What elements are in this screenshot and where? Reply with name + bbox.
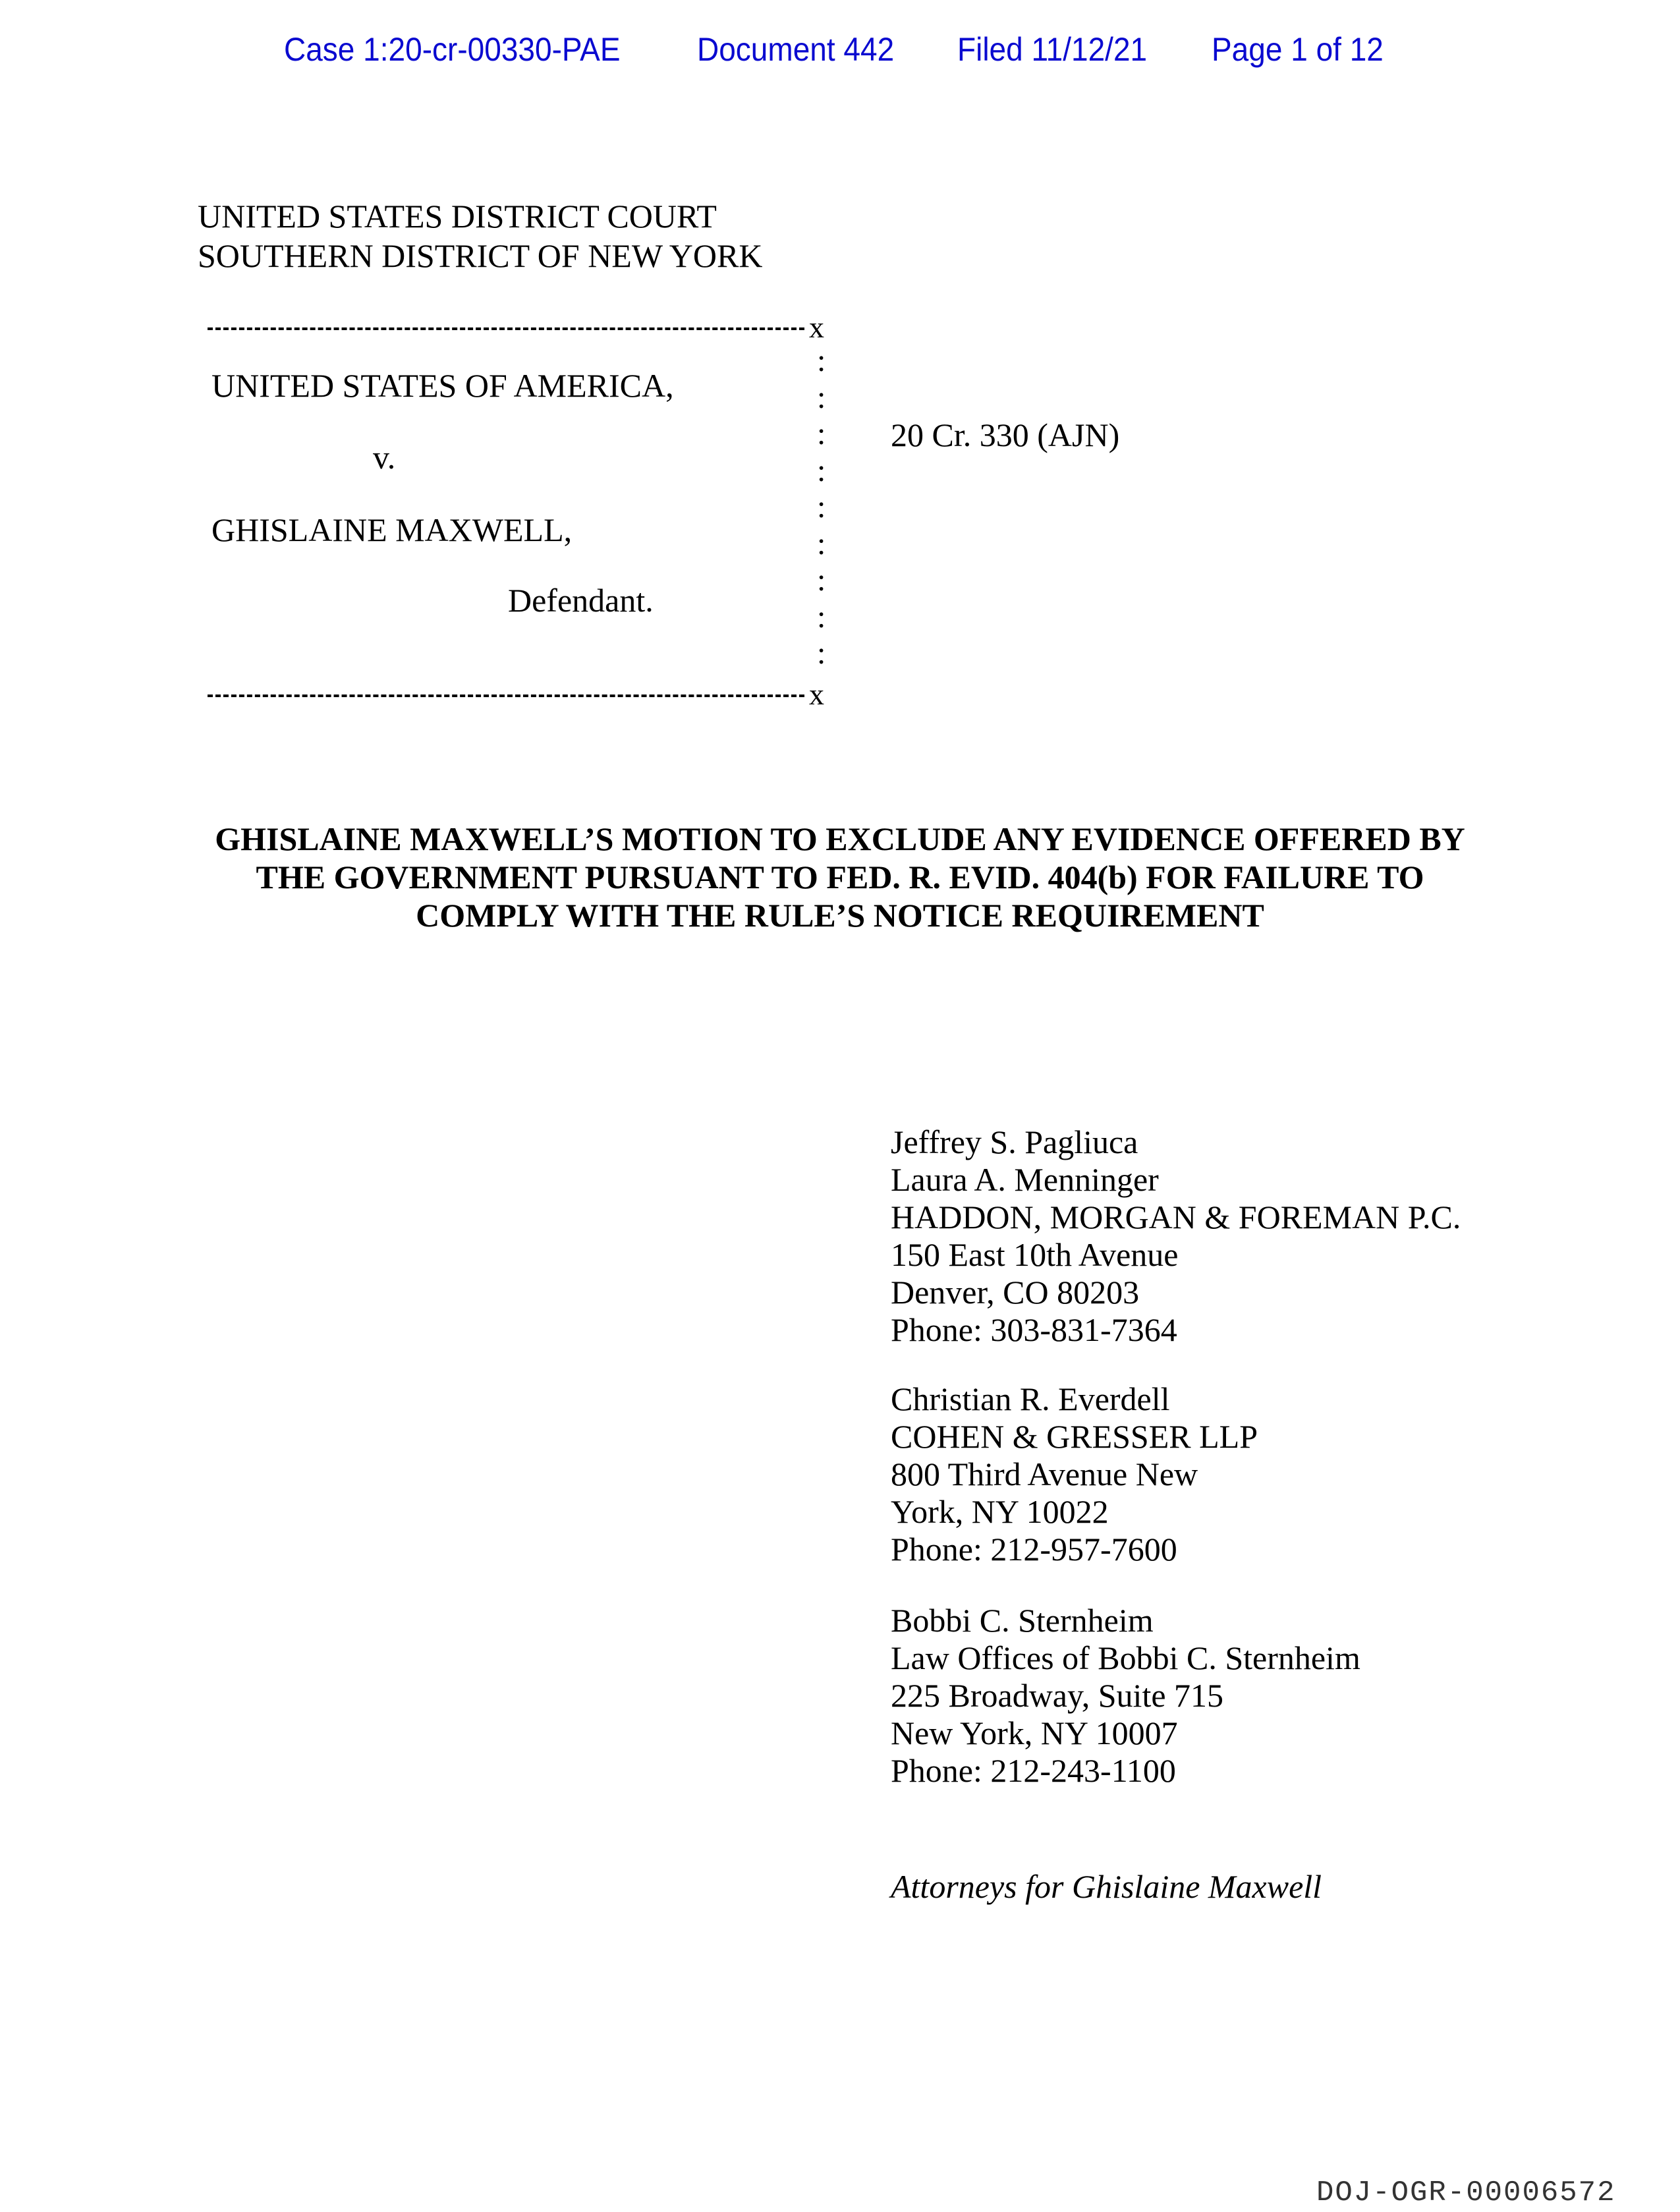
attorney-line: Law Offices of Bobbi C. Sternheim: [891, 1639, 1360, 1676]
header-document-number: Document 442: [697, 31, 895, 68]
colon: :: [817, 599, 826, 635]
header-page-number: Page 1 of 12: [1212, 31, 1384, 68]
motion-title-line: THE GOVERNMENT PURSUANT TO FED. R. EVID. 404(b) FOR FAILURE TO: [256, 859, 1424, 895]
header-case-number: Case 1:20-cr-00330-PAE: [284, 31, 621, 68]
attorney-line: York, NY 10022: [891, 1493, 1109, 1530]
defendant-label: Defendant.: [508, 582, 654, 619]
attorney-line: COHEN & GRESSER LLP: [891, 1418, 1258, 1455]
attorney-line: 225 Broadway, Suite 715: [891, 1677, 1224, 1714]
colon: :: [817, 453, 826, 488]
versus: v.: [373, 439, 396, 476]
court-name: UNITED STATES DISTRICT COURT: [198, 198, 717, 235]
caption-bottom-divider: [208, 695, 804, 697]
attorney-line: HADDON, MORGAN & FOREMAN P.C.: [891, 1199, 1461, 1235]
plaintiff-name: UNITED STATES OF AMERICA,: [211, 367, 674, 404]
motion-title-line: COMPLY WITH THE RULE’S NOTICE REQUIREMENT: [416, 897, 1264, 934]
attorney-line: Phone: 212-957-7600: [891, 1531, 1177, 1568]
attorney-line: Denver, CO 80203: [891, 1274, 1140, 1311]
attorney-line: New York, NY 10007: [891, 1715, 1178, 1751]
attorney-block-cohen: [891, 1380, 1258, 1568]
attorney-line: 800 Third Avenue New: [891, 1456, 1198, 1492]
motion-title: [0, 820, 1680, 934]
colon: :: [817, 416, 826, 451]
colon: :: [817, 563, 826, 598]
colon: :: [817, 636, 826, 671]
court-district: SOUTHERN DISTRICT OF NEW YORK: [198, 237, 763, 274]
colon: :: [817, 343, 826, 378]
attorney-line: Phone: 303-831-7364: [891, 1311, 1177, 1348]
caption-bottom-x: x: [809, 677, 824, 711]
attorney-line: Phone: 212-243-1100: [891, 1752, 1176, 1789]
attorney-line: 150 East 10th Avenue: [891, 1236, 1179, 1273]
colon: :: [817, 380, 826, 415]
attorney-block-sternheim: [891, 1602, 1360, 1790]
attorney-line: Christian R. Everdell: [891, 1380, 1170, 1417]
attorney-line: Bobbi C. Sternheim: [891, 1602, 1154, 1639]
caption-top-divider: [208, 327, 804, 330]
bates-number: DOJ-OGR-00006572: [1316, 2176, 1616, 2209]
attorney-line: Laura A. Menninger: [891, 1161, 1159, 1198]
caption-top-x: x: [809, 310, 824, 344]
caption-colon-column: [817, 343, 830, 672]
colon: :: [817, 526, 826, 561]
motion-title-line: GHISLAINE MAXWELL’S MOTION TO EXCLUDE ANY EVIDENCE OFFERED BY: [215, 820, 1465, 857]
attorney-block-haddon: [891, 1123, 1461, 1349]
case-number: 20 Cr. 330 (AJN): [891, 416, 1120, 453]
attorney-line: Jeffrey S. Pagliuca: [891, 1123, 1138, 1160]
header-filed-date: Filed 11/12/21: [957, 31, 1148, 68]
defendant-name: GHISLAINE MAXWELL,: [211, 511, 573, 548]
colon: :: [817, 490, 826, 525]
attorneys-for-line: Attorneys for Ghislaine Maxwell: [891, 1868, 1322, 1905]
